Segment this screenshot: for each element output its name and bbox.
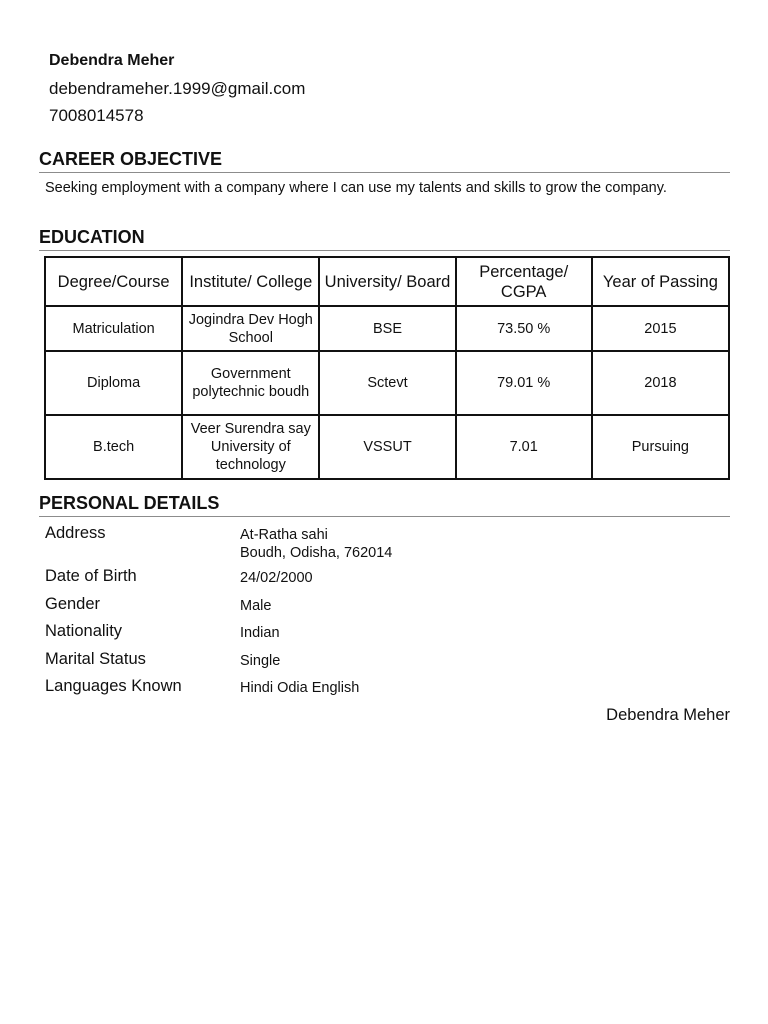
cell-percentage: 7.01 [457, 416, 591, 478]
address-label: Address [45, 524, 106, 542]
cell-year: Pursuing [593, 416, 728, 478]
cell-year: 2015 [593, 307, 728, 350]
dob-value: 24/02/2000 [240, 570, 313, 586]
cell-percentage: 79.01 % [457, 352, 591, 414]
address-line-2: Boudh, Odisha, 762014 [240, 545, 393, 561]
marital-status-label: Marital Status [45, 650, 146, 668]
table-row [46, 416, 728, 478]
header-institute: Institute/ College [183, 258, 318, 305]
languages-value: Hindi Odia English [240, 680, 360, 696]
cell-degree: Matriculation [46, 307, 181, 350]
education-heading: EDUCATION [39, 227, 730, 251]
header-year: Year of Passing [593, 258, 728, 305]
education-header-row [46, 258, 728, 305]
table-row [46, 352, 728, 414]
phone-number: 7008014578 [49, 106, 144, 125]
cell-institute: Government polytechnic boudh [183, 352, 318, 414]
email-address: debendrameher.1999@gmail.com [49, 79, 306, 98]
address-line-1: At-Ratha sahi [240, 527, 328, 543]
languages-label: Languages Known [45, 677, 182, 695]
header-percentage: Percentage/ CGPA [457, 258, 591, 305]
marital-status-value: Single [240, 653, 281, 669]
personal-details-heading: PERSONAL DETAILS [39, 493, 730, 517]
candidate-name: Debendra Meher [49, 52, 175, 69]
cell-institute: Veer Surendra say University of technology [183, 416, 318, 478]
cell-percentage: 73.50 % [457, 307, 591, 350]
dob-label: Date of Birth [45, 567, 137, 585]
cell-university: Sctevt [320, 352, 454, 414]
cell-degree: B.tech [46, 416, 181, 478]
header-degree: Degree/Course [46, 258, 181, 305]
cell-university: BSE [320, 307, 454, 350]
education-table [44, 256, 730, 480]
gender-value: Male [240, 598, 272, 614]
nationality-label: Nationality [45, 622, 123, 640]
signature-name: Debendra Meher [606, 706, 730, 724]
cell-degree: Diploma [46, 352, 181, 414]
career-objective-text: Seeking employment with a company where I can use my talents and skills to grow the company. [45, 180, 667, 196]
header-university: University/ Board [320, 258, 454, 305]
cell-year: 2018 [593, 352, 728, 414]
table-row [46, 307, 728, 350]
nationality-value: Indian [240, 625, 280, 641]
cell-university: VSSUT [320, 416, 454, 478]
cell-institute: Jogindra Dev Hogh School [183, 307, 318, 350]
gender-label: Gender [45, 595, 101, 613]
address-value [240, 526, 392, 562]
career-objective-heading: CAREER OBJECTIVE [39, 149, 730, 173]
